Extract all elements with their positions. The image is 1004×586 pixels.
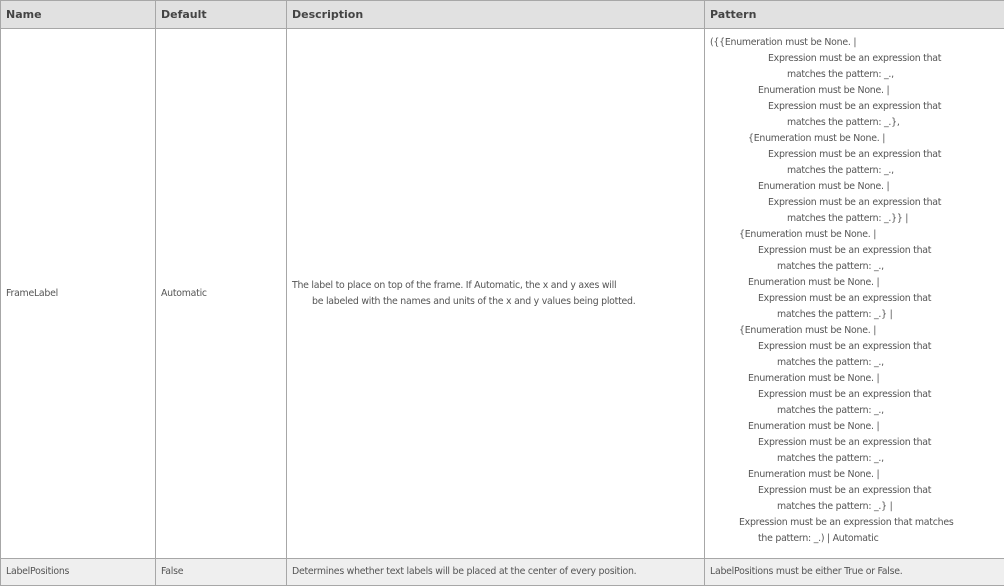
pattern-line: Expression must be an expression that (710, 291, 999, 307)
pattern-line: Enumeration must be None. | (710, 467, 999, 483)
pattern-line: matches the pattern: _., (710, 259, 999, 275)
pattern-line: matches the pattern: _., (710, 67, 999, 83)
description-line: The label to place on top of the frame. If Automatic, the x and y axes will (292, 278, 699, 294)
option-pattern (705, 29, 1004, 559)
pattern-line: Enumeration must be None. | (710, 83, 999, 99)
option-name: LabelPositions (1, 559, 156, 586)
pattern-line: Expression must be an expression that (710, 483, 999, 499)
pattern-line: LabelPositions must be either True or False. (710, 566, 903, 577)
option-description (287, 29, 705, 559)
option-pattern (705, 559, 1004, 586)
pattern-line: matches the pattern: _., (710, 355, 999, 371)
pattern-line: matches the pattern: _., (710, 163, 999, 179)
column-header-pattern: Pattern (705, 1, 1004, 29)
pattern-line: Expression must be an expression that matches (710, 515, 999, 531)
column-header-default: Default (156, 1, 287, 29)
pattern-line: Expression must be an expression that (710, 243, 999, 259)
option-name: FrameLabel (1, 29, 156, 559)
pattern-line: Expression must be an expression that (710, 339, 999, 355)
table-row (1, 559, 1004, 586)
pattern-line: Expression must be an expression that (710, 387, 999, 403)
column-header-description: Description (287, 1, 705, 29)
pattern-line: Expression must be an expression that (710, 147, 999, 163)
pattern-line: matches the pattern: _., (710, 403, 999, 419)
description-line: Determines whether text labels will be placed at the center of every position. (292, 566, 699, 578)
pattern-line: Enumeration must be None. | (710, 179, 999, 195)
pattern-line: matches the pattern: _., (710, 451, 999, 467)
pattern-line: Expression must be an expression that (710, 435, 999, 451)
option-default: False (156, 559, 287, 586)
pattern-line: Expression must be an expression that (710, 195, 999, 211)
pattern-line: Expression must be an expression that (710, 51, 999, 67)
pattern-line: matches the pattern: _.}, (710, 115, 999, 131)
pattern-line: Enumeration must be None. | (710, 275, 999, 291)
pattern-line: Enumeration must be None. | (710, 371, 999, 387)
header-row (1, 1, 1004, 29)
pattern-line: ({{Enumeration must be None. | (710, 35, 999, 51)
option-default: Automatic (156, 29, 287, 559)
pattern-line: {Enumeration must be None. | (710, 323, 999, 339)
option-description (287, 559, 705, 586)
pattern-line: Enumeration must be None. | (710, 419, 999, 435)
column-header-name: Name (1, 1, 156, 29)
table-row (1, 29, 1004, 559)
pattern-line: matches the pattern: _.}} | (710, 211, 999, 227)
pattern-line: the pattern: _.) | Automatic (710, 531, 999, 547)
pattern-line: matches the pattern: _.} | (710, 307, 999, 323)
pattern-line: matches the pattern: _.} | (710, 499, 999, 515)
pattern-line: Expression must be an expression that (710, 99, 999, 115)
description-line: be labeled with the names and units of the x and y values being plotted. (292, 294, 699, 310)
pattern-line: {Enumeration must be None. | (710, 131, 999, 147)
pattern-line: {Enumeration must be None. | (710, 227, 999, 243)
